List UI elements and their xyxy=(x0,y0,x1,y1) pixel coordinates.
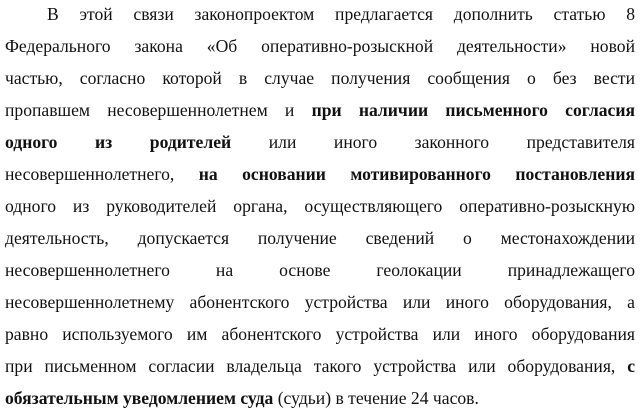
paragraph-line xyxy=(5,66,635,90)
bold-text-run: на основании мотивированного постановления xyxy=(198,164,635,184)
text-run: деятельность, допускается получение сведений о местонахождении xyxy=(5,228,635,248)
text-run: несовершеннолетнего, xyxy=(5,164,199,184)
bold-text-run: обязательным уведомлением суда xyxy=(5,388,274,408)
paragraph-line xyxy=(5,162,635,186)
paragraph-line xyxy=(5,194,635,218)
paragraph-line xyxy=(5,130,635,154)
text-run: В этой связи законопроектом предлагается дополнить статью 8 xyxy=(47,4,635,24)
paragraph-line xyxy=(5,258,635,282)
text-run: Федерального закона «Об оперативно-розыскной деятельности» новой xyxy=(5,36,635,56)
text-run: частью, согласно которой в случае получения сообщения о без вести xyxy=(5,68,635,88)
bold-text-run: одного из родителей xyxy=(5,132,232,152)
text-run: равно используемого им абонентского устройства или иного оборудования xyxy=(5,324,635,344)
paragraph-line xyxy=(5,2,635,26)
paragraph-line xyxy=(5,34,635,58)
text-run: несовершеннолетнему абонентского устройства или иного оборудования, а xyxy=(5,292,635,312)
paragraph-line xyxy=(5,322,635,346)
bold-text-run: с xyxy=(627,356,635,376)
paragraph-line xyxy=(5,354,635,378)
bold-text-run: при наличии письменного согласия xyxy=(311,100,635,120)
text-run: (судьи) в течение 24 часов. xyxy=(273,388,479,408)
text-run: или иного законного представителя xyxy=(231,132,635,152)
paragraph-line xyxy=(5,98,635,122)
paragraph-line xyxy=(5,226,635,250)
text-run: несовершеннолетнего на основе геолокации принадлежащего xyxy=(5,260,635,280)
paragraph-line xyxy=(5,290,635,314)
text-run: одного из руководителей органа, осуществляющего оперативно-розыскную xyxy=(5,196,635,216)
paragraph-line xyxy=(5,386,635,410)
text-run: пропавшем несовершеннолетнем и xyxy=(5,100,312,120)
text-run: при письменном согласии владельца такого устройства или оборудования, xyxy=(5,356,628,376)
